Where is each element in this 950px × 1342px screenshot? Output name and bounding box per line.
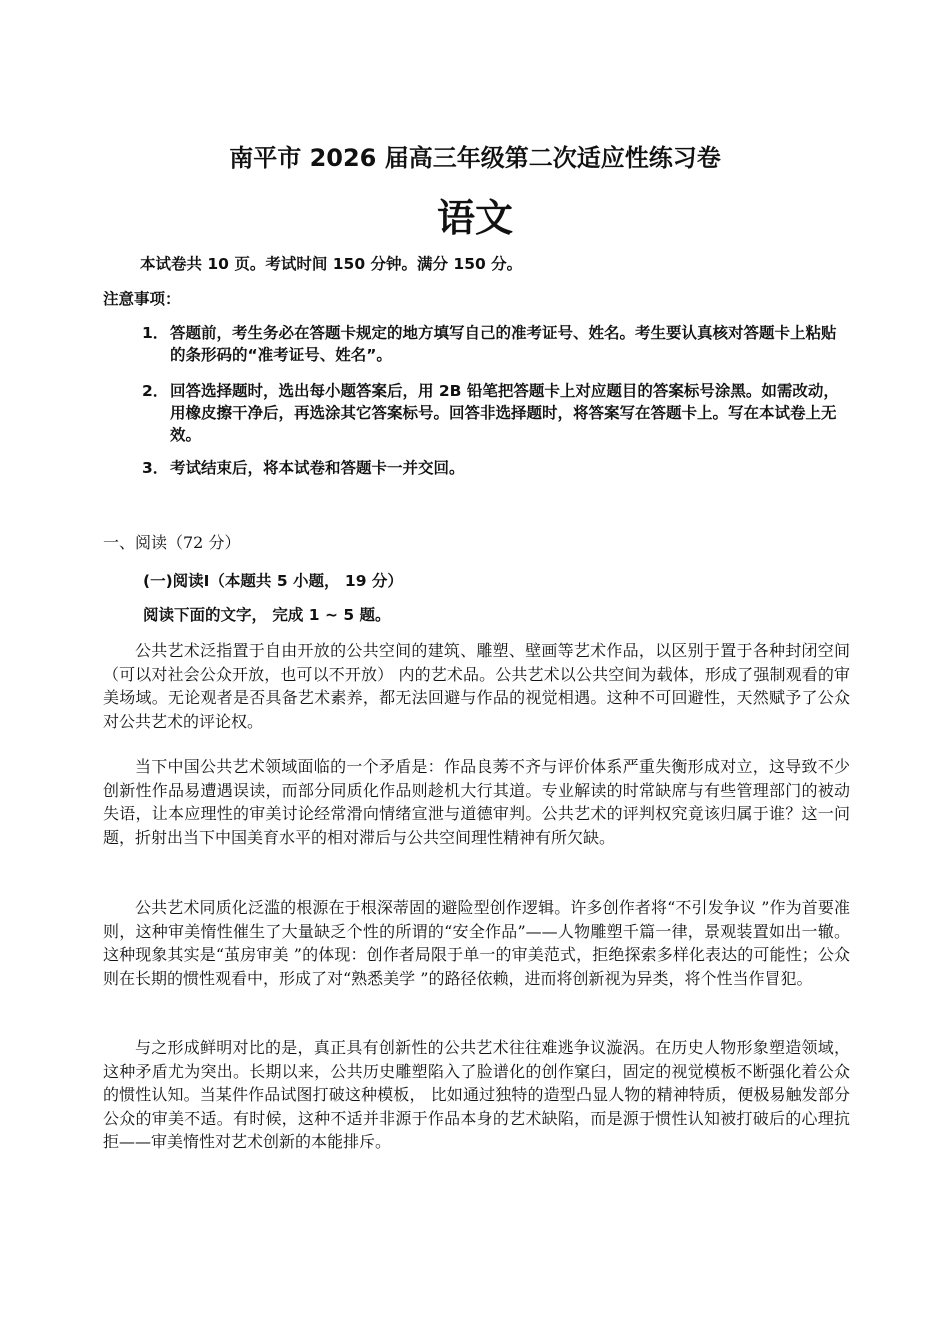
passage-paragraph: 当下中国公共艺术领域面临的一个矛盾是：作品良莠不齐与评价体系严重失衡形成对立，这导致不少创新性作品易遭遇误读，而部分同质化作品则趁机大行其道。专业解读的时常缺席与有些管理部门的被动失语，让本应理性的审美讨论经常滑向情绪宣泄与道德审判。公共艺术的评判权究竟该归属于谁？这一问题，折射出当下中国美育水平的相对滞后与公共空间理性精神有所欠缺。 — [103, 757, 850, 847]
passage-paragraph: 公共艺术同质化泛滥的根源在于根深蒂固的避险型创作逻辑。许多创作者将“不引发争议 ”作为首要准则，这种审美惰性催生了大量缺乏个性的所谓的“安全作品”——人物雕塑千篇一律，景观装置如出一辙。这种现象其实是“茧房审美 ”的体现：创作者局限于单一的审美范式，拒绝探索多样化表达的可能性；公众则在长期的惯性观看中，形成了对“熟悉美学 ”的路径依赖，进而将创新视为异类，将个性当作冒犯。 — [103, 898, 850, 988]
reading-instruction: 阅读下面的文字， 完成 1 ~ 5 题。 — [143, 606, 391, 624]
subject-title: 语文 — [436, 196, 513, 240]
note-number: 2． — [142, 382, 169, 400]
note-number: 1． — [142, 324, 169, 342]
reading-subsection-heading: (一)阅读Ⅰ（本题共 5 小题， 19 分） — [143, 572, 403, 590]
note-number: 3． — [142, 459, 169, 477]
notes-heading: 注意事项： — [103, 290, 181, 308]
section-heading: 一、阅读（72 分） — [103, 533, 241, 552]
note-item — [142, 457, 842, 479]
exam-title: 南平市 2026 届高三年级第二次适应性练习卷 — [229, 144, 721, 172]
note-item — [142, 322, 842, 366]
note-text: 答题前，考生务必在答题卡规定的地方填写自己的准考证号、姓名。考生要认真核对答题卡上粘贴的条形码的“准考证号、姓名”。 — [170, 324, 837, 364]
note-item — [142, 380, 842, 446]
exam-info: 本试卷共 10 页。考试时间 150 分钟。满分 150 分。 — [140, 255, 523, 273]
note-text: 回答选择题时，选出每小题答案后，用 2B 铅笔把答题卡上对应题目的答案标号涂黑。如需改动，用橡皮擦干净后，再选涂其它答案标号。回答非选择题时，将答案写在答题卡上。写在本试卷上无效。 — [170, 382, 839, 444]
note-text: 考试结束后，将本试卷和答题卡一并交回。 — [170, 459, 465, 477]
passage-paragraph: 与之形成鲜明对比的是，真正具有创新性的公共艺术往往难逃争议漩涡。在历史人物形象塑造领域，这种矛盾尤为突出。长期以来，公共历史雕塑陷入了脸谱化的创作窠臼，固定的视觉模板不断强化着公众的惯性认知。当某件作品试图打破这种模板， 比如通过独特的造型凸显人物的精神特质，便极易触发部分公众的审美不适。有时候，这种不适并非源于作品本身的艺术缺陷，而是源于惯性认知被打破后的心理抗拒——审美惰性对艺术创新的本能排斥。 — [103, 1038, 850, 1151]
passage-paragraph: 公共艺术泛指置于自由开放的公共空间的建筑、雕塑、壁画等艺术作品，以区别于置于各种封闭空间（可以对社会公众开放，也可以不开放） 内的艺术品。公共艺术以公共空间为载体，形成了强制观看的审美场域。无论观者是否具备艺术素养，都无法回避与作品的视觉相遇。这种不可回避性，天然赋予了公众对公共艺术的评论权。 — [103, 641, 850, 731]
